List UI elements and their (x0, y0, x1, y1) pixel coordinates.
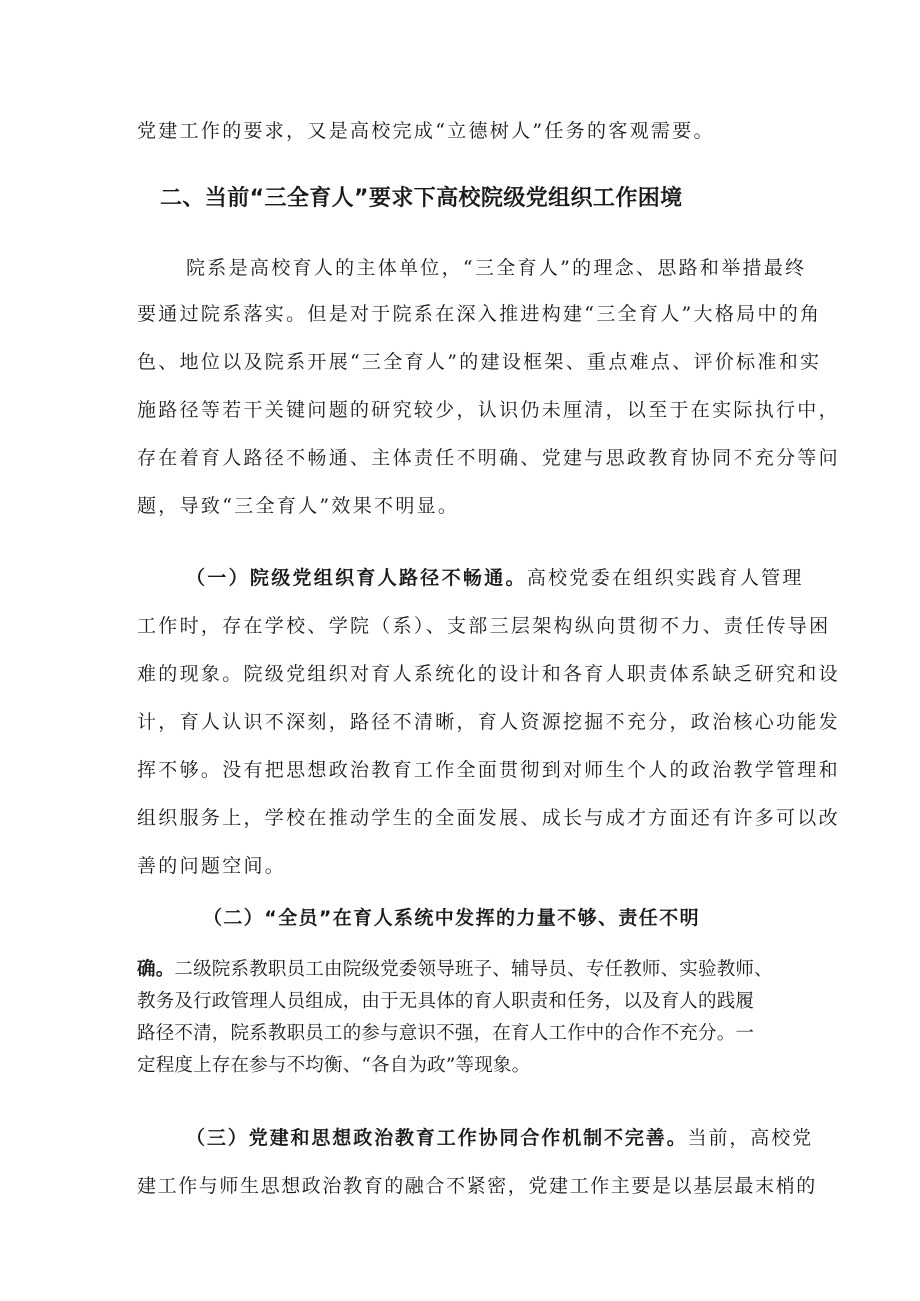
item-first-line (186, 1126, 813, 1150)
paragraph-line: 施路径等若干关键问题的研究较少，认识仍未厘清，以至于在实际执行中， (137, 399, 840, 421)
item-text: 高校党委在组织实践育人管理 (526, 567, 804, 589)
intro-line: 党建工作的要求，又是高校完成“立德树人”任务的客观需要。 (137, 120, 715, 142)
paragraph-line: 计，育人认识不深刻，路径不清晰，育人资源挖掘不充分，政治核心功能发 (137, 711, 840, 733)
paragraph-line: 要通过院系落实。但是对于院系在深入推进构建“三全育人”大格局中的角 (137, 303, 822, 325)
item-text: 当前，高校党 (687, 1127, 814, 1149)
item-second-line (137, 958, 773, 982)
paragraph-line: 题，导致“三全育人”效果不明显。 (137, 495, 460, 517)
paragraph-line: 建工作与师生思想政治教育的融合不紧密，党建工作主要是以基层最末梢的 (137, 1175, 817, 1197)
item-lead-bold: 确。 (137, 959, 175, 980)
item-first-line (186, 566, 804, 590)
item-lead-bold: （二）“全员”在育人系统中发挥的力量不够、责任不明 (203, 907, 700, 929)
paragraph-line: 院系是高校育人的主体单位，“三全育人”的理念、思路和举措最终 (186, 257, 807, 279)
item-lead-bold: （一）院级党组织育人路径不畅通。 (186, 567, 527, 589)
item-first-line (203, 906, 700, 930)
paragraph-line: 路径不清，院系教职员工的参与意识不强，在育人工作中的合作不充分。一 (137, 1023, 755, 1044)
paragraph-line: 色、地位以及院系开展“三全育人”的建设框架、重点难点、评价标准和实 (137, 351, 822, 373)
paragraph-line: 难的现象。院级党组织对育人系统化的设计和各育人职责体系缺乏研究和设 (137, 663, 840, 685)
item-text: 二级院系教职员工由院级党委领导班子、辅导员、专任教师、实验教师、 (174, 959, 773, 980)
paragraph-line: 存在着育人路径不畅通、主体责任不明确、党建与思政教育协同不充分等问 (137, 447, 840, 469)
item-lead-bold: （三）党建和思想政治教育工作协同合作机制不完善。 (186, 1127, 688, 1149)
paragraph-line: 教务及行政管理人员组成，由于无具体的育人职责和任务，以及育人的践履 (137, 991, 755, 1012)
paragraph-line: 定程度上存在参与不均衡、“各自为政”等现象。 (137, 1055, 531, 1076)
paragraph-line: 组织服务上，学校在推动学生的全面发展、成长与成才方面还有许多可以改 (137, 807, 840, 829)
paragraph-line: 工作时，存在学校、学院（系）、支部三层架构纵向贯彻不力、责任传导困 (137, 615, 831, 637)
paragraph-line: 挥不够。没有把思想政治教育工作全面贯彻到对师生个人的政治教学管理和 (137, 759, 840, 781)
paragraph-line: 善的问题空间。 (137, 855, 287, 877)
section-heading: 二、当前“三全育人”要求下高校院级党组织工作困境 (160, 186, 683, 211)
